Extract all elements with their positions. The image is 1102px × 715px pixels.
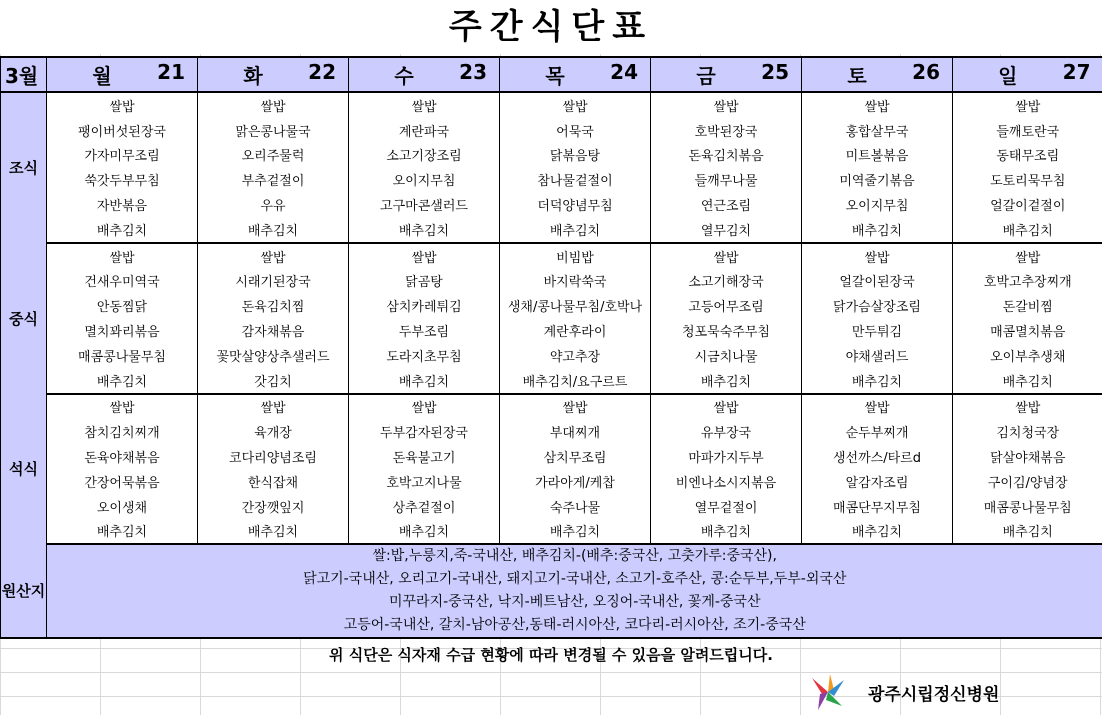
day-header (198, 57, 349, 92)
menu-row (1, 269, 1102, 294)
menu-item: 오이부추생채 (953, 343, 1102, 368)
meal-label: 조식 (1, 92, 47, 243)
day-header (953, 57, 1102, 92)
menu-row (1, 419, 1102, 444)
menu-item: 생채/콩나물무침/호박나 (500, 293, 651, 318)
menu-item: 고등어무조림 (651, 293, 802, 318)
menu-item: 소고기장조림 (349, 143, 500, 168)
menu-item: 미트볼볶음 (802, 143, 953, 168)
menu-item: 쌀밥 (651, 243, 802, 269)
menu-item: 한식잡채 (198, 469, 349, 494)
menu-item: 바지락쑥국 (500, 269, 651, 294)
menu-item: 배추김치 (953, 217, 1102, 243)
page-title: 주간식단표 (0, 0, 1102, 54)
menu-item: 간장깻잎지 (198, 494, 349, 519)
hospital-branding (808, 672, 1068, 712)
menu-item: 배추김치 (198, 217, 349, 243)
menu-item: 배추김치 (349, 368, 500, 394)
month-label: 3월 (1, 57, 47, 92)
menu-item: 비엔나소시지볶음 (651, 469, 802, 494)
menu-item: 마파가지두부 (651, 444, 802, 469)
menu-row (1, 343, 1102, 368)
menu-item: 돈육불고기 (349, 444, 500, 469)
menu-item: 배추김치 (500, 519, 651, 545)
menu-item: 시금치나물 (651, 343, 802, 368)
menu-item: 간장어묵볶음 (47, 469, 198, 494)
menu-item: 더덕양념무침 (500, 192, 651, 217)
menu-row (1, 92, 1102, 118)
menu-item: 배추김치 (802, 217, 953, 243)
menu-item: 쌀밥 (953, 92, 1102, 118)
menu-item: 도라지초무침 (349, 343, 500, 368)
origin-line: 고등어-국내산, 갈치-남아공산,동태-러시아산, 코다리-러시아산, 조기-중국산 (343, 617, 806, 634)
menu-item: 쌀밥 (651, 92, 802, 118)
menu-row (1, 243, 1102, 269)
menu-item: 비빔밥 (500, 243, 651, 269)
menu-item: 쌀밥 (198, 394, 349, 420)
origin-line: 미꾸라지-중국산, 낙지-베트남산, 오징어-국내산, 꽃게-중국산 (389, 594, 761, 611)
origin-label: 원산지 (1, 544, 47, 638)
menu-item: 가라아게/케찹 (500, 469, 651, 494)
menu-item: 얼갈이겉절이 (953, 192, 1102, 217)
menu-item: 쌀밥 (802, 92, 953, 118)
menu-item: 쌀밥 (651, 394, 802, 420)
menu-item: 배추김치 (953, 368, 1102, 394)
menu-row (1, 494, 1102, 519)
menu-item: 꽃맛살양상추샐러드 (198, 343, 349, 368)
menu-item: 배추김치 (198, 519, 349, 545)
day-name: 월 (92, 64, 112, 88)
day-name: 목 (545, 64, 565, 88)
menu-item: 상추겉절이 (349, 494, 500, 519)
menu-item: 건새우미역국 (47, 269, 198, 294)
menu-item: 들깨무나물 (651, 167, 802, 192)
meal-label: 석식 (1, 394, 47, 545)
menu-item: 시래기된장국 (198, 269, 349, 294)
menu-item: 배추김치 (953, 519, 1102, 545)
menu-item: 쑥갓두부무침 (47, 167, 198, 192)
day-date: 23 (459, 60, 487, 84)
day-date: 27 (1062, 60, 1091, 84)
menu-item: 미역줄기볶음 (802, 167, 953, 192)
menu-item: 참나물겉절이 (500, 167, 651, 192)
day-date: 26 (912, 60, 940, 84)
menu-item: 순두부찌개 (802, 419, 953, 444)
menu-item: 육개장 (198, 419, 349, 444)
menu-item: 맑은콩나물국 (198, 118, 349, 143)
menu-row (1, 519, 1102, 545)
menu-item: 배추김치 (802, 368, 953, 394)
menu-item: 돈육김치찜 (198, 293, 349, 318)
menu-item: 참치김치찌개 (47, 419, 198, 444)
menu-item: 만두튀김 (802, 318, 953, 343)
day-name: 화 (243, 64, 263, 88)
origin-line: 닭고기-국내산, 오리고기-국내산, 돼지고기-국내산, 소고기-호주산, 콩:순두부,두부-외국산 (303, 571, 847, 588)
menu-item: 배추김치 (651, 368, 802, 394)
menu-item: 약고추장 (500, 343, 651, 368)
menu-row (1, 293, 1102, 318)
day-date: 21 (157, 60, 185, 84)
menu-item: 배추김치 (500, 217, 651, 243)
menu-item: 닭가슴살장조림 (802, 293, 953, 318)
menu-item: 청포묵숙주무침 (651, 318, 802, 343)
origin-line: 쌀:밥,누룽지,죽-국내산, 배추김치-(배추:중국산, 고춧가루:중국산), (372, 548, 777, 565)
menu-item: 부추겉절이 (198, 167, 349, 192)
menu-item: 쌀밥 (198, 243, 349, 269)
day-header (349, 57, 500, 92)
menu-row (1, 394, 1102, 420)
menu-item: 열무김치 (651, 217, 802, 243)
menu-row (1, 368, 1102, 394)
day-date: 25 (761, 60, 789, 84)
day-header (651, 57, 802, 92)
menu-item: 매콤단무지무침 (802, 494, 953, 519)
menu-row (1, 217, 1102, 243)
menu-item: 멸치꽈리볶음 (47, 318, 198, 343)
day-date: 22 (308, 60, 336, 84)
menu-item: 배추김치 (47, 368, 198, 394)
menu-item: 돈육김치볶음 (651, 143, 802, 168)
menu-item: 어묵국 (500, 118, 651, 143)
menu-row (1, 143, 1102, 168)
menu-item: 동태무조림 (953, 143, 1102, 168)
menu-item: 닭볶음탕 (500, 143, 651, 168)
menu-item: 쌀밥 (802, 394, 953, 420)
menu-item: 부대찌개 (500, 419, 651, 444)
menu-item: 쌀밥 (349, 92, 500, 118)
menu-item: 돈육야채볶음 (47, 444, 198, 469)
hospital-logo-icon (808, 672, 848, 712)
day-header (47, 57, 198, 92)
menu-item: 닭살야채볶음 (953, 444, 1102, 469)
menu-item: 배추김치 (349, 217, 500, 243)
menu-item: 고구마콘샐러드 (349, 192, 500, 217)
day-name: 금 (696, 64, 716, 88)
menu-row (1, 469, 1102, 494)
menu-item: 오이지무침 (802, 192, 953, 217)
menu-item: 들깨토란국 (953, 118, 1102, 143)
menu-item: 열무겉절이 (651, 494, 802, 519)
menu-item: 돈갈비찜 (953, 293, 1102, 318)
menu-item: 매콤멸치볶음 (953, 318, 1102, 343)
menu-item: 도토리묵무침 (953, 167, 1102, 192)
menu-item: 배추김치 (349, 519, 500, 545)
day-date: 24 (610, 60, 638, 84)
menu-item: 닭곰탕 (349, 269, 500, 294)
menu-row (1, 167, 1102, 192)
day-name: 일 (998, 64, 1018, 88)
origin-row (1, 544, 1102, 638)
menu-item: 쌀밥 (953, 394, 1102, 420)
menu-item: 소고기해장국 (651, 269, 802, 294)
menu-row (1, 444, 1102, 469)
menu-item: 삼치카레튀김 (349, 293, 500, 318)
menu-item: 호박고추장찌개 (953, 269, 1102, 294)
menu-item: 호박고지나물 (349, 469, 500, 494)
menu-item: 두부감자된장국 (349, 419, 500, 444)
menu-body (1, 92, 1102, 638)
menu-item: 오이지무침 (349, 167, 500, 192)
menu-item: 두부조림 (349, 318, 500, 343)
header-row (1, 57, 1102, 92)
menu-item: 우유 (198, 192, 349, 217)
menu-item: 갓김치 (198, 368, 349, 394)
menu-item: 알감자조림 (802, 469, 953, 494)
menu-item: 코다리양념조림 (198, 444, 349, 469)
menu-row (1, 192, 1102, 217)
menu-item: 매콤콩나물무침 (953, 494, 1102, 519)
menu-item: 쌀밥 (349, 394, 500, 420)
menu-item: 배추김치 (651, 519, 802, 545)
menu-item: 쌀밥 (47, 394, 198, 420)
meal-label: 중식 (1, 243, 47, 394)
menu-item: 매콤콩나물무침 (47, 343, 198, 368)
menu-item: 야채샐러드 (802, 343, 953, 368)
menu-item: 구이김/양념장 (953, 469, 1102, 494)
menu-item: 오이생채 (47, 494, 198, 519)
hospital-name: 광주시립정신병원 (868, 685, 1000, 705)
menu-item: 오리주물럭 (198, 143, 349, 168)
menu-item: 쌀밥 (500, 92, 651, 118)
menu-item: 감자채볶음 (198, 318, 349, 343)
menu-item: 연근조림 (651, 192, 802, 217)
menu-item: 쌀밥 (500, 394, 651, 420)
menu-item: 계란파국 (349, 118, 500, 143)
menu-item: 자반볶음 (47, 192, 198, 217)
menu-item: 생선까스/타르d (802, 444, 953, 469)
menu-item: 배추김치 (47, 519, 198, 545)
day-name: 수 (394, 64, 414, 88)
menu-item: 쌀밥 (802, 243, 953, 269)
menu-item: 쌀밥 (349, 243, 500, 269)
menu-item: 가자미무조림 (47, 143, 198, 168)
menu-item: 계란후라이 (500, 318, 651, 343)
menu-item: 쌀밥 (953, 243, 1102, 269)
menu-item: 호박된장국 (651, 118, 802, 143)
day-header (500, 57, 651, 92)
menu-item: 쌀밥 (198, 92, 349, 118)
menu-row (1, 318, 1102, 343)
notice-text: 위 식단은 식자재 수급 현황에 따라 변경될 수 있음을 알려드립니다. (329, 646, 773, 664)
menu-item: 쌀밥 (47, 243, 198, 269)
menu-item: 배추김치 (802, 519, 953, 545)
menu-item: 팽이버섯된장국 (47, 118, 198, 143)
day-header (802, 57, 953, 92)
day-name: 토 (847, 64, 867, 88)
menu-item: 김치청국장 (953, 419, 1102, 444)
menu-item: 쌀밥 (47, 92, 198, 118)
origin-text (47, 544, 1102, 638)
menu-item: 삼치무조림 (500, 444, 651, 469)
menu-row (1, 118, 1102, 143)
menu-item: 배추김치/요구르트 (500, 368, 651, 394)
menu-item: 숙주나물 (500, 494, 651, 519)
menu-item: 홍합살무국 (802, 118, 953, 143)
menu-item: 안동찜닭 (47, 293, 198, 318)
menu-item: 얼갈이된장국 (802, 269, 953, 294)
menu-table (0, 56, 1102, 639)
menu-item: 유부장국 (651, 419, 802, 444)
menu-item: 배추김치 (47, 217, 198, 243)
